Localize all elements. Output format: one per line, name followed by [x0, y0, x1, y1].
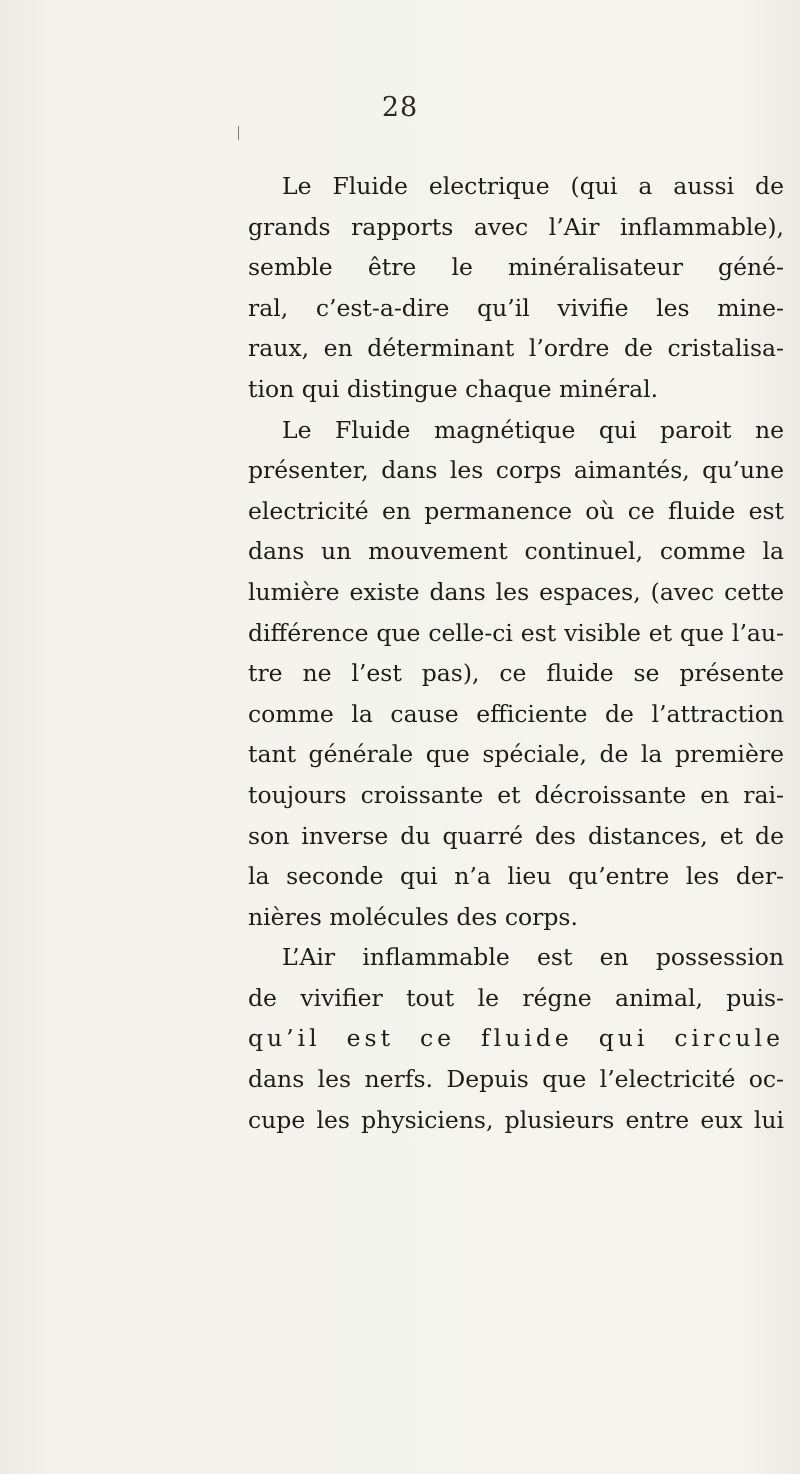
text-line: dans les nerfs. Depuis que l’electricité oc-: [248, 1065, 784, 1094]
text-line: grands rapports avec l’Air inflammable),: [248, 212, 784, 241]
text-line: tant générale que spéciale, de la première: [248, 740, 784, 769]
margin-mark: [238, 126, 239, 140]
text-line: toujours croissante et décroissante en rai-: [248, 780, 784, 809]
text-line: de vivifier tout le régne animal, puis-: [248, 983, 784, 1012]
text-line: ral, c’est-a-dire qu’il vivifie les mine-: [248, 293, 784, 322]
text-line: comme la cause efficiente de l’attraction: [248, 699, 784, 728]
text-line: la seconde qui n’a lieu qu’entre les der-: [248, 862, 784, 891]
text-line: qu’il est ce fluide qui circule: [248, 1024, 784, 1053]
text-line: raux, en déterminant l’ordre de cristalisa-: [248, 334, 784, 363]
text-line: nières molécules des corps.: [248, 902, 578, 931]
text-line: présenter, dans les corps aimantés, qu’une: [248, 456, 784, 485]
text-line: semble être le minéralisateur géné-: [248, 253, 784, 282]
body-text: [248, 166, 784, 1140]
text-line: Le Fluide electrique (qui a aussi de: [282, 172, 784, 200]
text-line: différence que celle-ci est visible et que l’au-: [248, 618, 784, 647]
text-line: electricité en permanence où ce fluide est: [248, 496, 784, 525]
text-line: tion qui distingue chaque minéral.: [248, 374, 659, 403]
text-line: tre ne l’est pas), ce fluide se présente: [248, 659, 784, 688]
text-line: son inverse du quarré des distances, et de: [248, 821, 784, 850]
text-line: Le Fluide magnétique qui paroit ne: [282, 415, 784, 444]
text-line: lumière existe dans les espaces, (avec cette: [248, 577, 784, 606]
page-number: 28: [381, 92, 419, 123]
text-line: cupe les physiciens, plusieurs entre eux lui: [248, 1105, 784, 1134]
text-line: L’Air inflammable est en possession: [282, 943, 784, 972]
text-line: dans un mouvement continuel, comme la: [248, 537, 784, 566]
